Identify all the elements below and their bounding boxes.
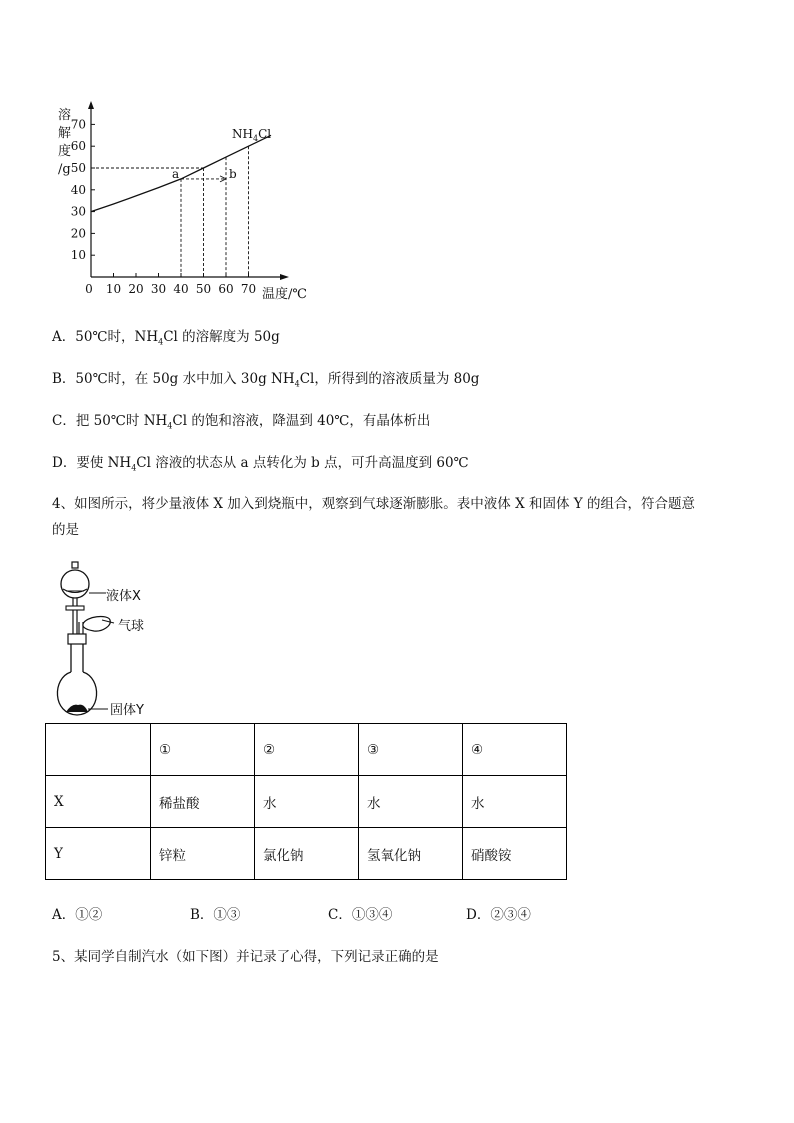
y-label-char: 解 [58,126,72,141]
table-cell: X [46,776,151,828]
y-tick-label: 30 [70,204,86,219]
answer-d: D．②③④ [466,907,531,923]
y-tick-label: 60 [70,139,86,154]
table-cell: 氯化钠 [255,828,359,880]
table-cell: 硝酸铵 [463,828,567,880]
table-cell: 水 [463,776,567,828]
x-tick-label: 60 [218,282,234,296]
solubility-chart [40,95,330,310]
table-row [46,776,567,828]
table-cell: 稀盐酸 [151,776,255,828]
curve-label-tail: Cl [258,127,272,141]
x-tick-label: 50 [195,282,212,296]
chart-ticks [70,117,259,296]
table-cell: ④ [463,724,567,776]
table-cell: ③ [359,724,463,776]
y-tick-label: 40 [70,182,86,197]
answer-c: C．①③④ [328,907,393,923]
table-cell: 水 [359,776,463,828]
y-tick-label: 10 [70,248,86,263]
question-4-line2: 的是 [52,522,79,538]
option-c: C．把 50℃时 $NH_4Cl$ 的饱和溶液，降温到 40℃，有晶体析出 [52,413,431,431]
question-5: 5、某同学自制汽水（如下图）并记录了心得，下列记录正确的是 [52,949,439,965]
x-tick-label: 0 [85,282,93,296]
option-a: A．50℃时，$NH_4Cl$ 的溶解度为 50g [52,329,280,347]
table-header-row [46,724,567,776]
label-liquid-x: 液体X [106,589,141,604]
apparatus-diagram [50,560,180,720]
x-tick-label: 20 [128,282,144,296]
question-4-line1: 4、如图所示，将少量液体 X 加入到烧瓶中，观察到气球逐渐膨胀。表中液体 X 和固体 Y 的组合，符合题意 [52,496,695,512]
y-label-char: 溶 [58,108,72,123]
label-solid-y: 固体Y [110,703,144,718]
y-tick-label: 50 [70,161,86,175]
y-axis-arrow [88,101,94,109]
table-cell: ② [255,724,359,776]
table-row [46,828,567,880]
point-b-label: b [229,166,237,181]
table-cell: Y [46,828,151,880]
point-a-label: a [172,166,180,181]
table-cell: ① [151,724,255,776]
table-cell: 水 [255,776,359,828]
table-cell: 氢氧化钠 [359,828,463,880]
answer-b: B．①③ [190,907,241,923]
option-d: D．要使 $NH_4Cl$ 溶液的状态从 a 点转化为 b 点，可升高温度到 60℃ [52,455,469,473]
y-tick-label: 70 [70,117,86,132]
x-tick-label: 70 [240,282,257,296]
x-tick-label: 10 [105,282,122,296]
combination-table [45,723,567,880]
chart-guides [91,146,249,277]
y-axis-label [58,107,71,177]
y-label-char: 度 [58,144,72,159]
x-axis-label: 温度/℃ [262,287,307,302]
option-b: B．50℃时，在 50g 水中加入 30g $NH_4Cl$，所得到的溶液质量为 80g [52,371,480,389]
table-cell [46,724,151,776]
x-axis-arrow [280,274,289,280]
x-tick-label: 30 [150,282,167,296]
label-balloon: 气球 [118,619,145,634]
curve-label-subscript: 4 [252,134,259,143]
curve-label: $NH_4Cl$ [232,127,272,143]
x-tick-label: 40 [173,282,189,296]
table-cell: 锌粒 [151,828,255,880]
answer-a: A．①② [52,907,103,923]
y-tick-label: 20 [70,226,86,241]
y-label-char: /g [58,162,71,177]
